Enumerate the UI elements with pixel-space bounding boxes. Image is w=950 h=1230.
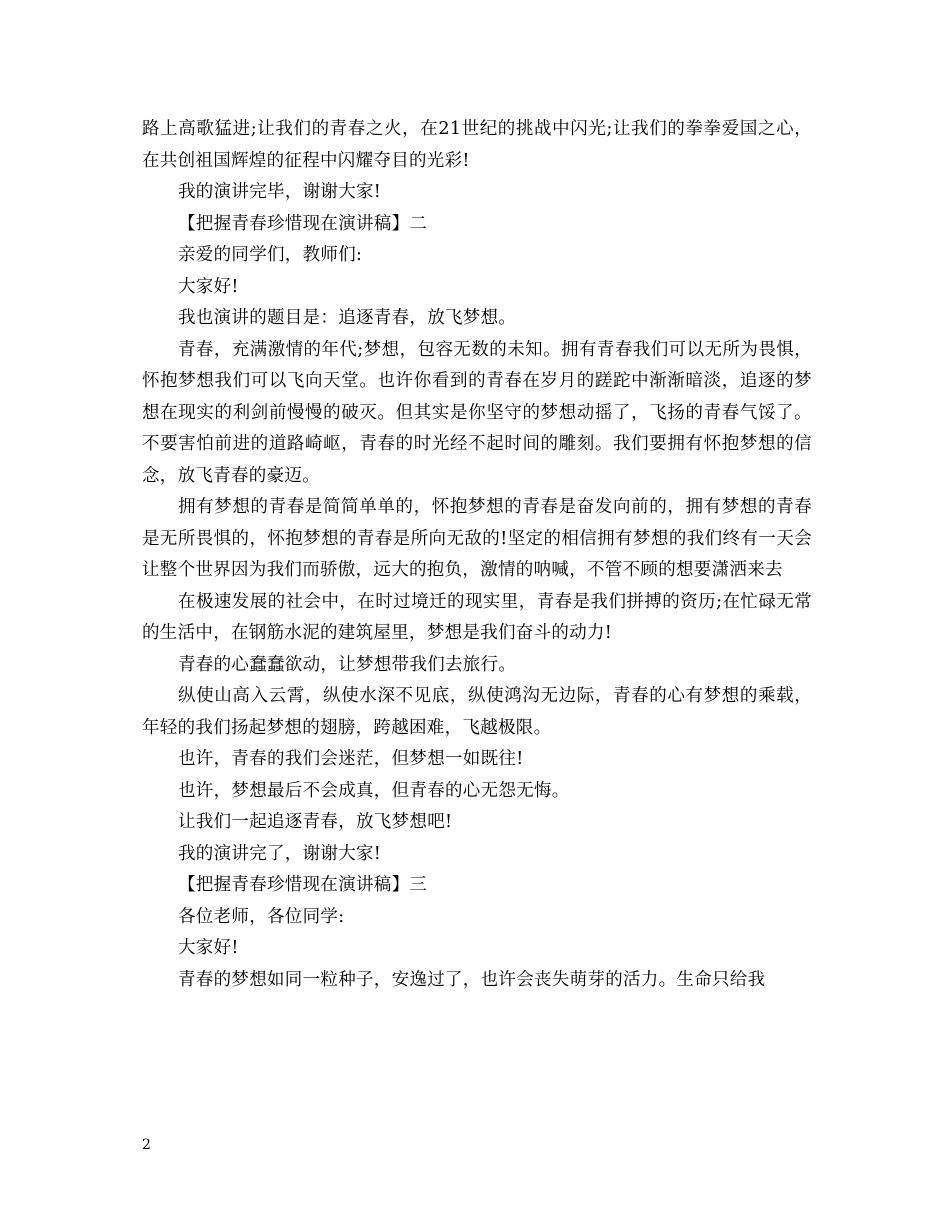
greeting: 大家好! xyxy=(178,938,239,958)
salutation: 各位老师，各位同学: xyxy=(178,906,345,927)
paragraph: 我也演讲的题目是：追逐青春，放飞梦想。 xyxy=(178,308,517,328)
paragraph: 让我们一起追逐青春，放飞梦想吧! xyxy=(178,812,453,832)
document-body xyxy=(142,114,812,996)
paragraph: 我的演讲完毕，谢谢大家! xyxy=(178,182,382,202)
greeting: 大家好! xyxy=(178,276,239,297)
paragraph: 也许，青春的我们会迷茫，但梦想一如既往! xyxy=(178,749,524,769)
paragraph: 纵使山高入云霄，纵使水深不见底，纵使鸿沟无边际，青春的心有梦想的乘载，年轻的我们扬起梦想的翅膀，跨越困难，飞越极限。 xyxy=(142,686,812,738)
paragraph: 我的演讲完了，谢谢大家! xyxy=(178,843,382,864)
salutation: 亲爱的同学们，教师们: xyxy=(178,245,363,265)
paragraph: 路上高歌猛进;让我们的青春之火，在21世纪的挑战中闪光;让我们的拳拳爱国之心，在共创祖国辉煌的征程中闪耀夺目的光彩! xyxy=(142,119,812,171)
section-heading: 【把握青春珍惜现在演讲稿】三 xyxy=(178,875,428,895)
paragraph: 青春的心蠢蠢欲动，让梦想带我们去旅行。 xyxy=(178,654,517,675)
section-heading: 【把握青春珍惜现在演讲稿】二 xyxy=(178,213,428,234)
paragraph: 青春的梦想如同一粒种子，安逸过了，也许会丧失萌芽的活力。生命只给我 xyxy=(178,969,766,990)
paragraph: 也许，梦想最后不会成真，但青春的心无怨无悔。 xyxy=(178,780,570,801)
paragraph: 青春，充满激情的年代;梦想，包容无数的未知。拥有青春我们可以无所为畏惧，怀抱梦想我们可以飞向天堂。也许你看到的青春在岁月的蹉跎中渐渐暗淡，追逐的梦想在现实的利剑前慢慢的破灭。但其实是你坚守的梦想动摇了，飞扬的青春气馁了。不要害怕前进的道路崎岖，青春的时光经不起时间的雕刻。我们要拥有怀抱梦想的信念，放飞青春的豪迈。 xyxy=(142,339,812,486)
paragraph: 拥有梦想的青春是简简单单的，怀抱梦想的青春是奋发向前的，拥有梦想的青春是无所畏惧的，怀抱梦想的青春是所向无敌的!坚定的相信拥有梦想的我们终有一天会让整个世界因为我们而骄傲，远大的抱负，激情的呐喊，不管不顾的想要潇洒来去 xyxy=(142,497,812,580)
page-number: 2 xyxy=(142,1137,151,1153)
paragraph: 在极速发展的社会中，在时过境迁的现实里，青春是我们拼搏的资历;在忙碌无常的生活中，在钢筋水泥的建筑屋里，梦想是我们奋斗的动力! xyxy=(142,591,812,643)
